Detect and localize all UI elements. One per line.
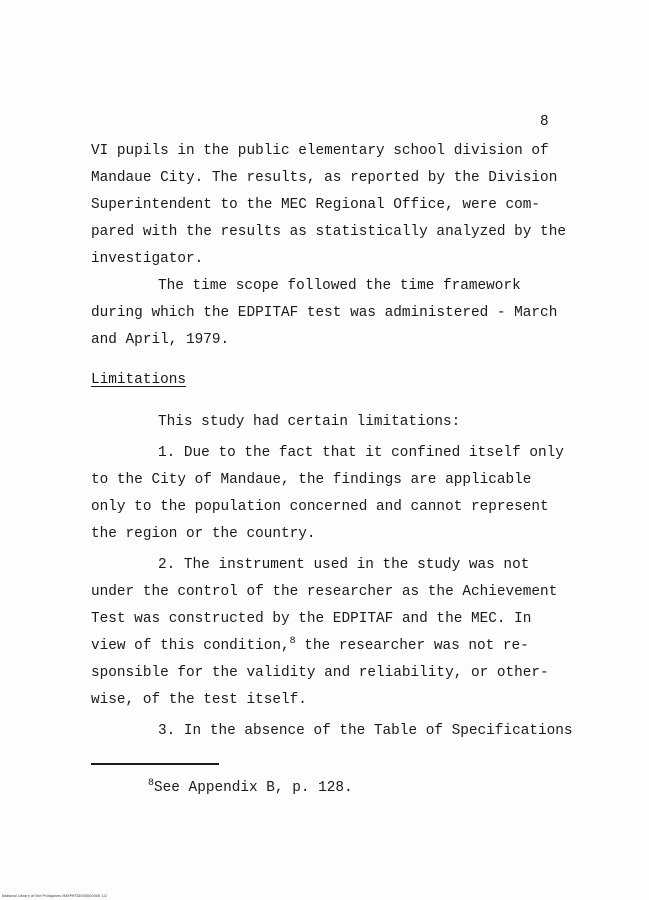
text-line: pared with the results as statistically analyzed by the — [91, 224, 566, 240]
text-line: to the City of Mandaue, the findings are applicable — [91, 472, 532, 488]
text-line: Superintendent to the MEC Regional Office, were com- — [91, 197, 541, 213]
footnote-mark: 8 — [148, 778, 155, 790]
footnote-reference: 8 — [289, 636, 296, 648]
text-segment: the researcher was not re- — [295, 638, 529, 654]
archive-stamp: National Library of the Philippines MAYPHTID000000000 1/2 — [2, 894, 108, 898]
text-line: the region or the country. — [91, 526, 316, 542]
page-number: 8 — [540, 114, 549, 130]
text-line: investigator. — [91, 251, 204, 267]
section-heading: Limitations — [91, 372, 186, 388]
text-line: This study had certain limitations: — [158, 414, 461, 430]
text-line: 3. In the absence of the Table of Specifications — [158, 723, 573, 739]
text-line: The time scope followed the time framework — [158, 278, 521, 294]
footnote-text: See Appendix B, p. 128. — [154, 780, 353, 796]
text-line: sponsible for the validity and reliability, or other- — [91, 665, 549, 681]
text-line — [91, 636, 529, 656]
text-line: 1. Due to the fact that it confined itself only — [158, 445, 564, 461]
text-line: VI pupils in the public elementary school division of — [91, 143, 549, 159]
text-line: 2. The instrument used in the study was not — [158, 557, 530, 573]
text-segment: view of this condition, — [91, 638, 290, 654]
text-line: and April, 1979. — [91, 332, 230, 348]
text-line: wise, of the test itself. — [91, 692, 307, 708]
footnote — [148, 778, 353, 798]
text-line: during which the EDPITAF test was administered - March — [91, 305, 558, 321]
text-line: Test was constructed by the EDPITAF and the MEC. In — [91, 611, 532, 627]
text-line: under the control of the researcher as the Achievement — [91, 584, 558, 600]
text-line: Mandaue City. The results, as reported by the Division — [91, 170, 558, 186]
text-line: only to the population concerned and cannot represent — [91, 499, 549, 515]
footnote-divider — [91, 763, 219, 765]
